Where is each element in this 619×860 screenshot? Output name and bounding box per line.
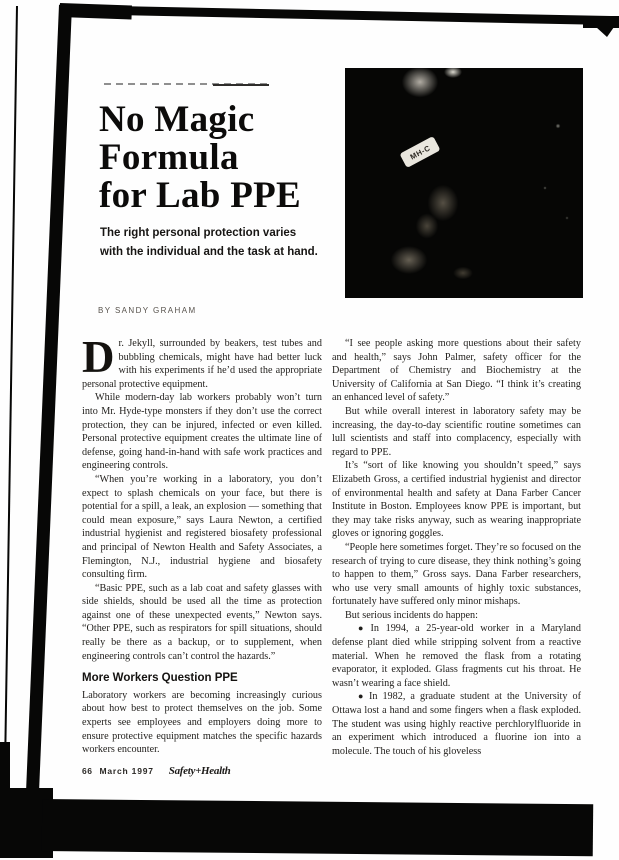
- page-footer: [82, 765, 230, 777]
- paragraph: But while overall interest in laboratory safety may be increasing, the day-to-day scientific routine sometimes can lull scientists and staff into complacency, especially with regard to PPE.: [332, 405, 581, 458]
- right-column: [332, 337, 581, 758]
- issue-date: March 1997: [99, 766, 154, 776]
- section-heading: More Workers Question PPE: [82, 672, 238, 685]
- bullet-item: [332, 622, 581, 690]
- left-column: [82, 332, 322, 757]
- scan-artifact-bottom-edge: [42, 799, 593, 856]
- paragraph-text: r. Jekyll, surrounded by beakers, test tubes and bubbling chemicals, might have had better luck with his experiments if he’d used the appropriate personal protective equipment.: [82, 338, 322, 390]
- paragraph: “When you’re working in a laboratory, you don’t expect to splash chemicals on your face, but there is potential for a spill, a leak, an explosion — something that could mean exposure,” says Laura Newton, a certified industrial hygienist and registered biosafety professional and principal of Newton Health and Safety Associates, a Flemington, N.J., industrial hygiene and biosafety consulting firm.: [82, 473, 322, 581]
- paragraph: [82, 332, 322, 391]
- article-subtitle: [100, 224, 318, 262]
- article-title: [99, 101, 301, 215]
- article-byline: BY SANDY GRAHAM: [98, 306, 197, 315]
- paragraph: It’s “sort of like knowing you shouldn’t speed,” says Elizabeth Gross, a certified industrial hygienist and director of environmental health and safety at Dana Farber Cancer Institute in Boston. Employees know PPE is important, but they may take risks anyway, such as wearing inappropriate gloves or ignoring goggles.: [332, 460, 581, 540]
- paragraph: “Basic PPE, such as a lab coat and safety glasses with side shields, should be used all the time as protection against one of these unexpected events,” Newton says. “Other PPE, such as respirators for spill situations, should really be there as a backup, or to supplement, when engineering controls can’t control the hazards.”: [82, 582, 322, 662]
- scan-artifact-left-line: [3, 6, 18, 852]
- drop-cap: D: [82, 332, 115, 382]
- paragraph: Laboratory workers are becoming increasingly curious about how best to protect themselves on the job. Some experts see employees and employers doing more to ensure protective equipment matches the specific hazards workers encounter.: [82, 689, 322, 756]
- photo-bottle-label: MH-C: [399, 136, 440, 168]
- paragraph: While modern-day lab workers probably won’t turn into Mr. Hyde-type monsters if they don’t use the correct protection, they can be injured, infected or even killed. Personal protective equipment creates the ultimate line of defense, going hand-in-hand with safe work practices and engineering controls.: [82, 392, 322, 472]
- article-title-line2: Formula: [99, 137, 239, 178]
- article-title-line1: No Magic: [99, 99, 255, 140]
- lab-photo: [345, 68, 583, 298]
- paragraph: “People here sometimes forget. They’re so focused on the research of trying to cure disease, they think nothing’s going to happen to them,” Gross says. Dana Farber researchers, who use very small amounts of highly toxic substances, fortunately have suffered only minor mishaps.: [332, 541, 581, 608]
- scan-artifact-top-edge: [62, 5, 619, 25]
- paragraph: But serious incidents do happen:: [345, 609, 478, 621]
- magazine-logo: Safety+Health: [168, 765, 231, 777]
- paragraph: “I see people asking more questions about their safety and health,” says John Palmer, safety officer for the Department of Chemistry and Biochemistry at the University of California at San Diego. “I think it’s creating an enhanced level of safety.”: [332, 338, 581, 404]
- scan-artifact-spine-shadow: [25, 5, 72, 817]
- scan-artifact-top-right-notch: [596, 27, 614, 37]
- article-subtitle-line2: with the individual and the task at hand.: [100, 246, 318, 258]
- bullet-text: In 1982, a graduate student at the University of Ottawa lost a hand and some fingers when a flask exploded. The student was using highly reactive perchlorylfluoride in an experiment which introduced a fluorine ion into a molecule. The touch of his gloveless: [332, 691, 581, 757]
- bullet-icon: ●: [358, 623, 368, 634]
- bullet-icon: ●: [358, 691, 366, 702]
- bullet-text: In 1994, a 25-year-old worker in a Maryland defense plant died while stripping solvent from a reactive material. When he removed the flask from a rotating evaporator, it exploded. Glass fragments cut his throat. He wasn’t wearing a face shield.: [332, 623, 581, 689]
- article-subtitle-line1: The right personal protection varies: [100, 227, 297, 239]
- bullet-item: [332, 690, 581, 758]
- page-number: 66: [82, 766, 93, 776]
- article-title-line3: for Lab PPE: [99, 175, 302, 216]
- broken-rule-solid-segment: [213, 84, 269, 86]
